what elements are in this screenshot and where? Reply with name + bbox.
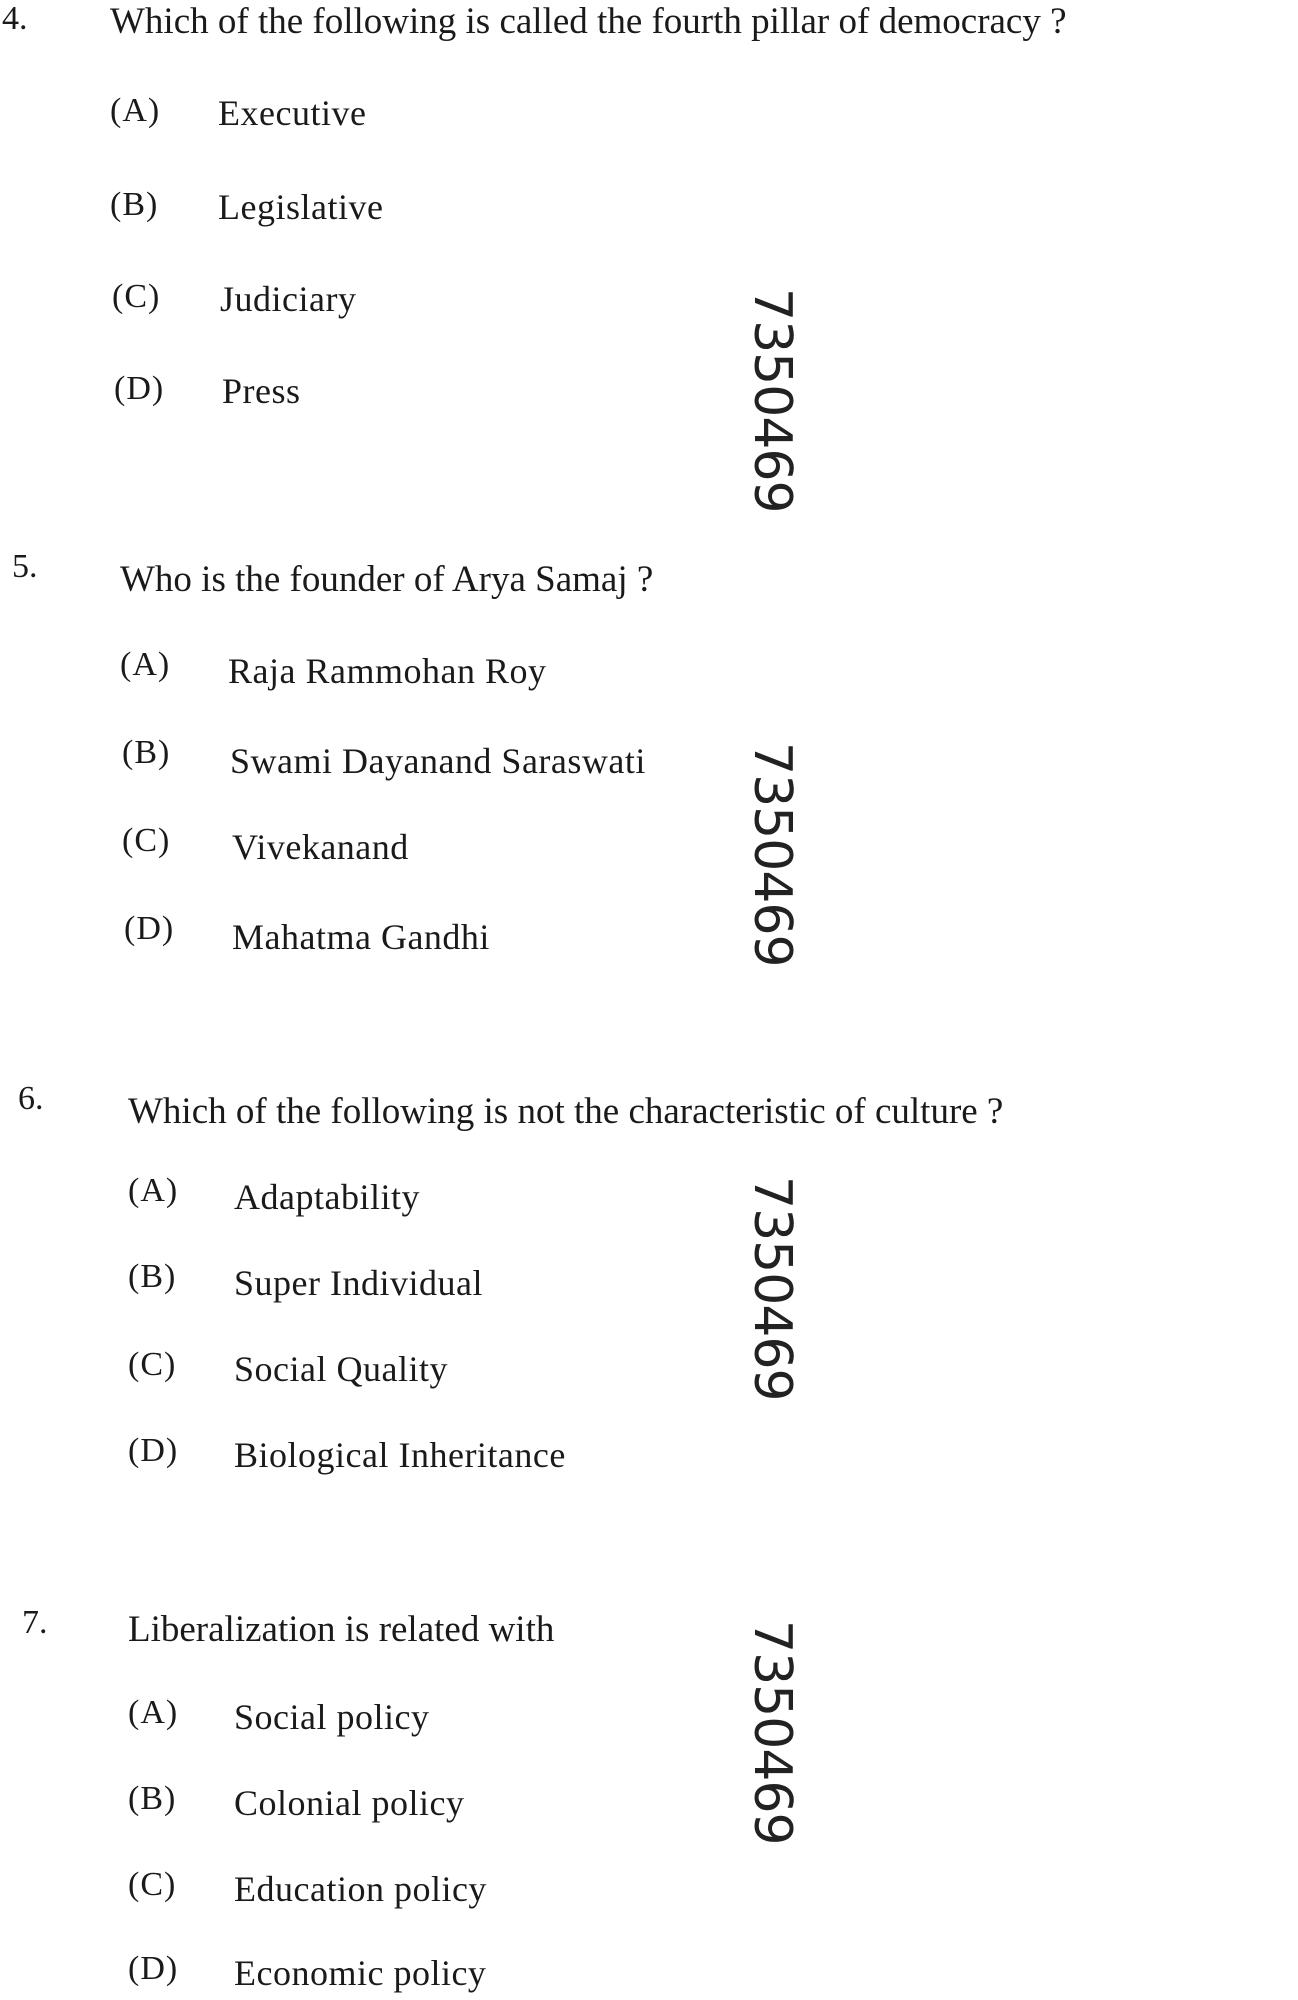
option-text: Colonial policy xyxy=(234,1783,465,1823)
option-text: Social Quality xyxy=(234,1349,448,1389)
option-letter: (A) xyxy=(120,646,171,683)
serial-number: 7350469 xyxy=(742,1620,802,1845)
question-text: Liberalization is related with xyxy=(128,1609,555,1650)
option-letter: (B) xyxy=(122,734,171,771)
option-letter: (B) xyxy=(128,1780,177,1817)
question-number: 6. xyxy=(18,1080,44,1117)
option-text: Economic policy xyxy=(234,1953,487,1993)
option-letter: (A) xyxy=(110,92,161,129)
option-letter: (B) xyxy=(110,186,159,223)
option-letter: (D) xyxy=(128,1950,179,1987)
option-letter: (D) xyxy=(124,910,175,947)
option-text: Executive xyxy=(218,93,367,133)
option-text: Vivekanand xyxy=(232,827,409,867)
option-letter: (B) xyxy=(128,1258,177,1295)
option-letter: (C) xyxy=(122,822,171,859)
option-letter: (D) xyxy=(128,1432,179,1469)
option-letter: (C) xyxy=(128,1866,177,1903)
option-letter: (D) xyxy=(114,370,165,407)
question-number: 7. xyxy=(22,1604,48,1641)
option-letter: (C) xyxy=(112,278,161,315)
option-letter: (C) xyxy=(128,1346,177,1383)
question-text: Which of the following is not the characteristic of culture ? xyxy=(128,1091,1004,1132)
option-text: Super Individual xyxy=(234,1263,483,1303)
question-number: 5. xyxy=(12,548,38,585)
option-text: Press xyxy=(222,371,301,411)
option-letter: (A) xyxy=(128,1172,179,1209)
option-text: Swami Dayanand Saraswati xyxy=(230,741,646,781)
option-text: Social policy xyxy=(234,1697,430,1737)
question-text: Which of the following is called the fourth pillar of democracy ? xyxy=(110,1,1067,42)
question-number: 4. xyxy=(2,0,28,37)
serial-number: 7350469 xyxy=(742,1176,802,1401)
option-text: Judiciary xyxy=(220,279,357,319)
question-text: Who is the founder of Arya Samaj ? xyxy=(120,559,654,600)
option-letter: (A) xyxy=(128,1694,179,1731)
option-text: Raja Rammohan Roy xyxy=(228,651,547,691)
option-text: Adaptability xyxy=(234,1177,420,1217)
option-text: Education policy xyxy=(234,1869,487,1909)
serial-number: 7350469 xyxy=(742,742,802,967)
option-text: Mahatma Gandhi xyxy=(232,917,490,957)
option-text: Biological Inheritance xyxy=(234,1435,566,1475)
serial-number: 7350469 xyxy=(742,288,802,513)
option-text: Legislative xyxy=(218,187,384,227)
